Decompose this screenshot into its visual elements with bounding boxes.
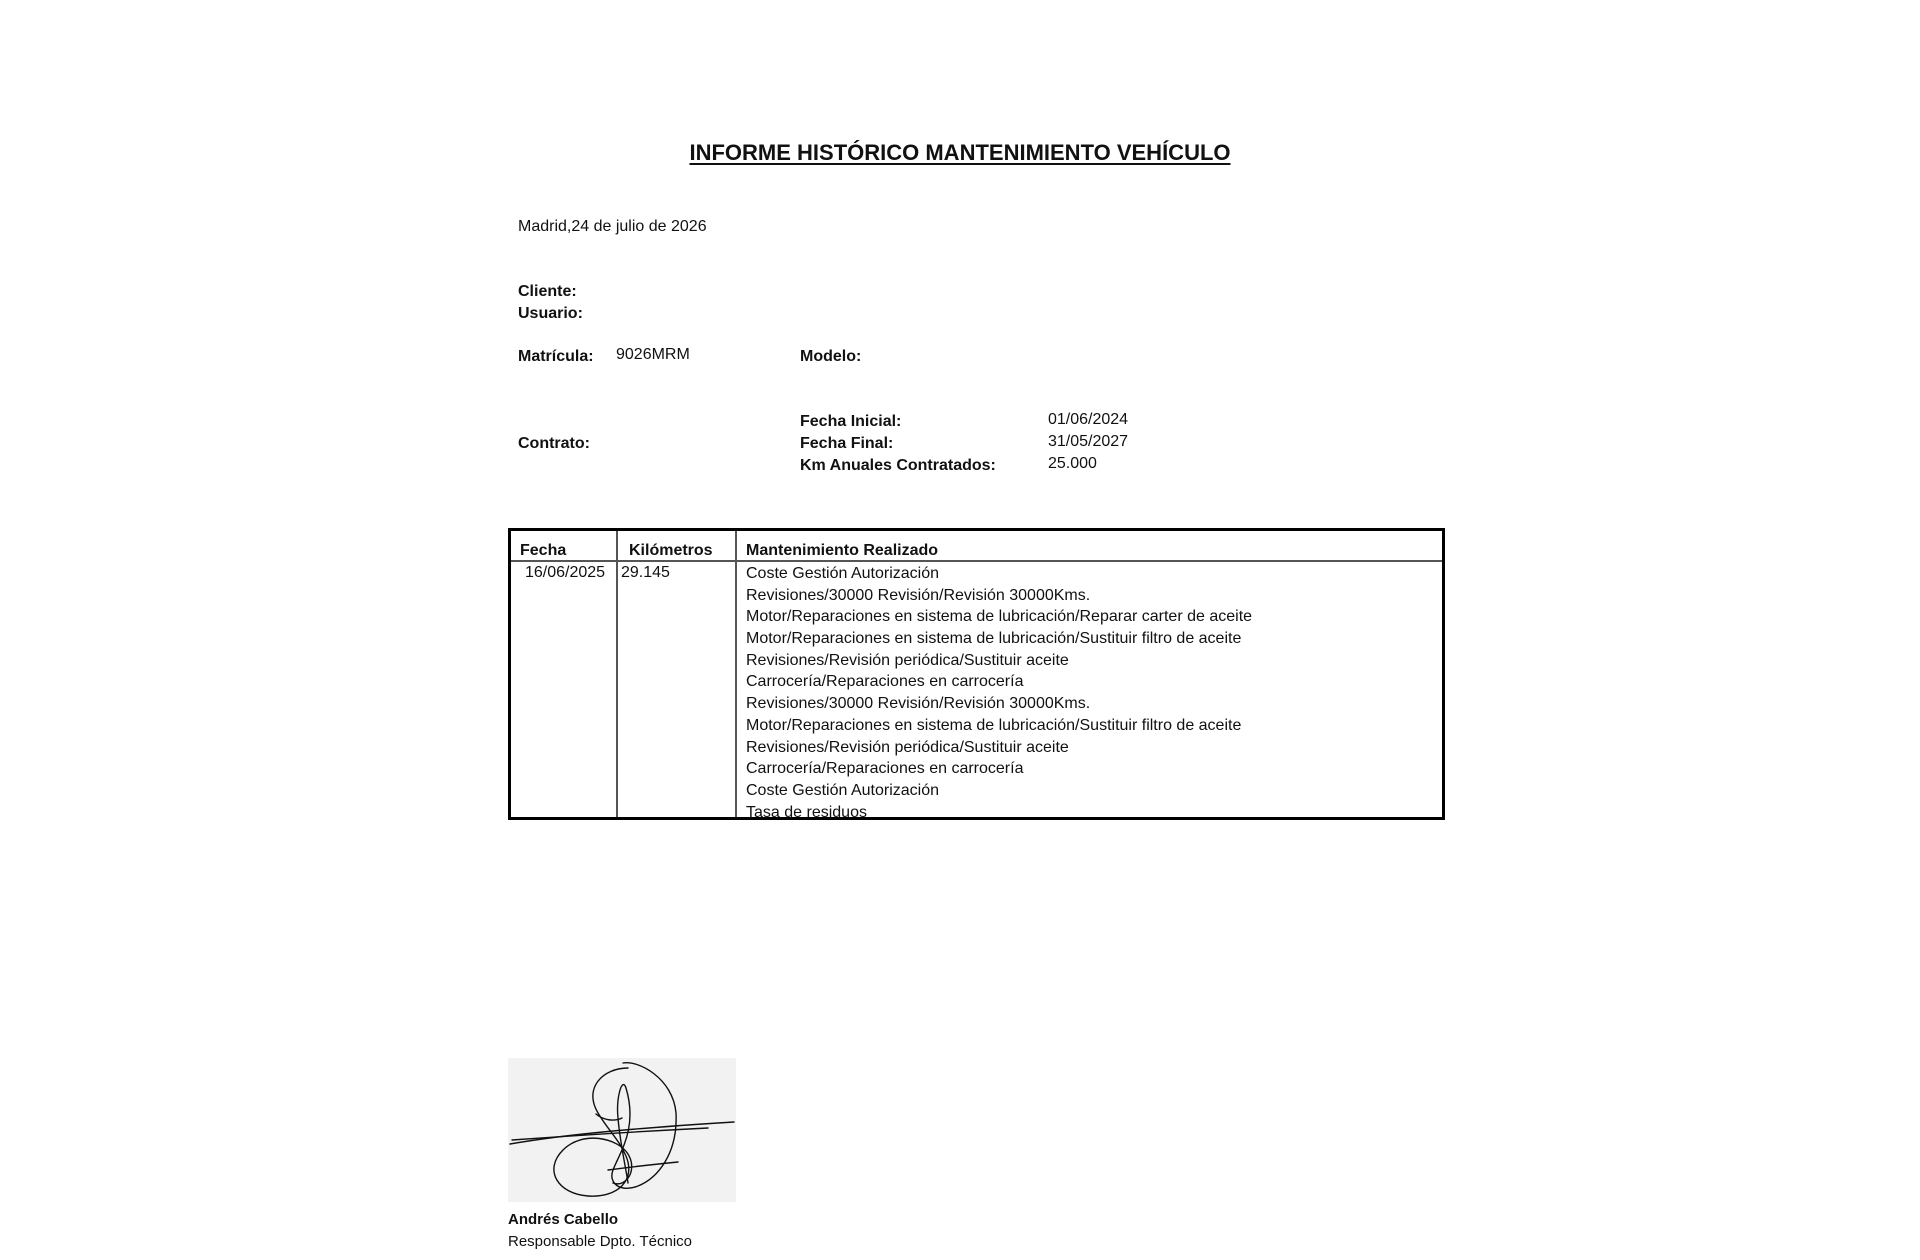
maintenance-item: Revisiones/30000 Revisión/Revisión 30000Kms. — [746, 695, 1091, 713]
fecha-inicial-label: Fecha Inicial: — [800, 413, 902, 430]
maintenance-item: Revisiones/Revisión periódica/Sustituir aceite — [746, 651, 1069, 669]
date-line — [518, 218, 707, 236]
row-fecha: 16/06/2025 — [525, 564, 606, 581]
handwritten-signature — [508, 1058, 736, 1202]
maintenance-table — [508, 528, 1445, 820]
km-anuales-label: Km Anuales Contratados: — [800, 457, 996, 474]
header-kilometros: Kilómetros — [629, 542, 713, 559]
fecha-inicial-value: 01/06/2024 — [1048, 411, 1129, 428]
row-km: 29.145 — [621, 564, 670, 581]
maintenance-item: Carrocería/Reparaciones en carrocería — [746, 760, 1024, 778]
maintenance-item: Revisiones/Revisión periódica/Sustituir aceite — [746, 738, 1069, 756]
maintenance-item: Coste Gestión Autorización — [746, 781, 939, 799]
matricula-label: Matrícula: — [518, 348, 594, 365]
maintenance-item: Coste Gestión Autorización — [746, 565, 939, 582]
matricula-value: 9026MRM — [616, 346, 690, 363]
maintenance-item: Carrocería/Reparaciones en carrocería — [746, 673, 1024, 691]
signer-role: Responsable Dpto. Técnico — [508, 1233, 692, 1250]
header-mantenimiento: Mantenimiento Realizado — [746, 542, 939, 559]
column-divider — [616, 531, 618, 817]
contrato-label: Contrato: — [518, 435, 590, 452]
maintenance-items-list — [746, 563, 1252, 823]
report-date: 24 de julio de 2026 — [571, 218, 707, 235]
usuario-label: Usuario: — [518, 305, 583, 322]
maintenance-item: Revisiones/30000 Revisión/Revisión 30000Kms. — [746, 586, 1091, 604]
maintenance-item: Motor/Reparaciones en sistema de lubricación/Sustituir filtro de aceite — [746, 716, 1242, 734]
modelo-label: Modelo: — [800, 348, 862, 365]
header-divider — [511, 560, 1442, 562]
fecha-final-value: 31/05/2027 — [1048, 433, 1129, 450]
maintenance-item: Motor/Reparaciones en sistema de lubricación/Sustituir filtro de aceite — [746, 630, 1242, 648]
maintenance-item: Motor/Reparaciones en sistema de lubricación/Reparar carter de aceite — [746, 608, 1253, 626]
place: Madrid, — [518, 218, 572, 235]
column-divider — [735, 531, 737, 817]
maintenance-item: Tasa de residuos — [746, 803, 867, 821]
signature-image — [508, 1058, 736, 1202]
signer-name: Andrés Cabello — [508, 1211, 619, 1228]
km-anuales-value: 25.000 — [1048, 455, 1097, 472]
cliente-label: Cliente: — [518, 283, 577, 300]
header-fecha: Fecha — [520, 542, 567, 559]
report-title: INFORME HISTÓRICO MANTENIMIENTO VEHÍCULO — [689, 140, 1231, 165]
fecha-final-label: Fecha Final: — [800, 435, 894, 452]
